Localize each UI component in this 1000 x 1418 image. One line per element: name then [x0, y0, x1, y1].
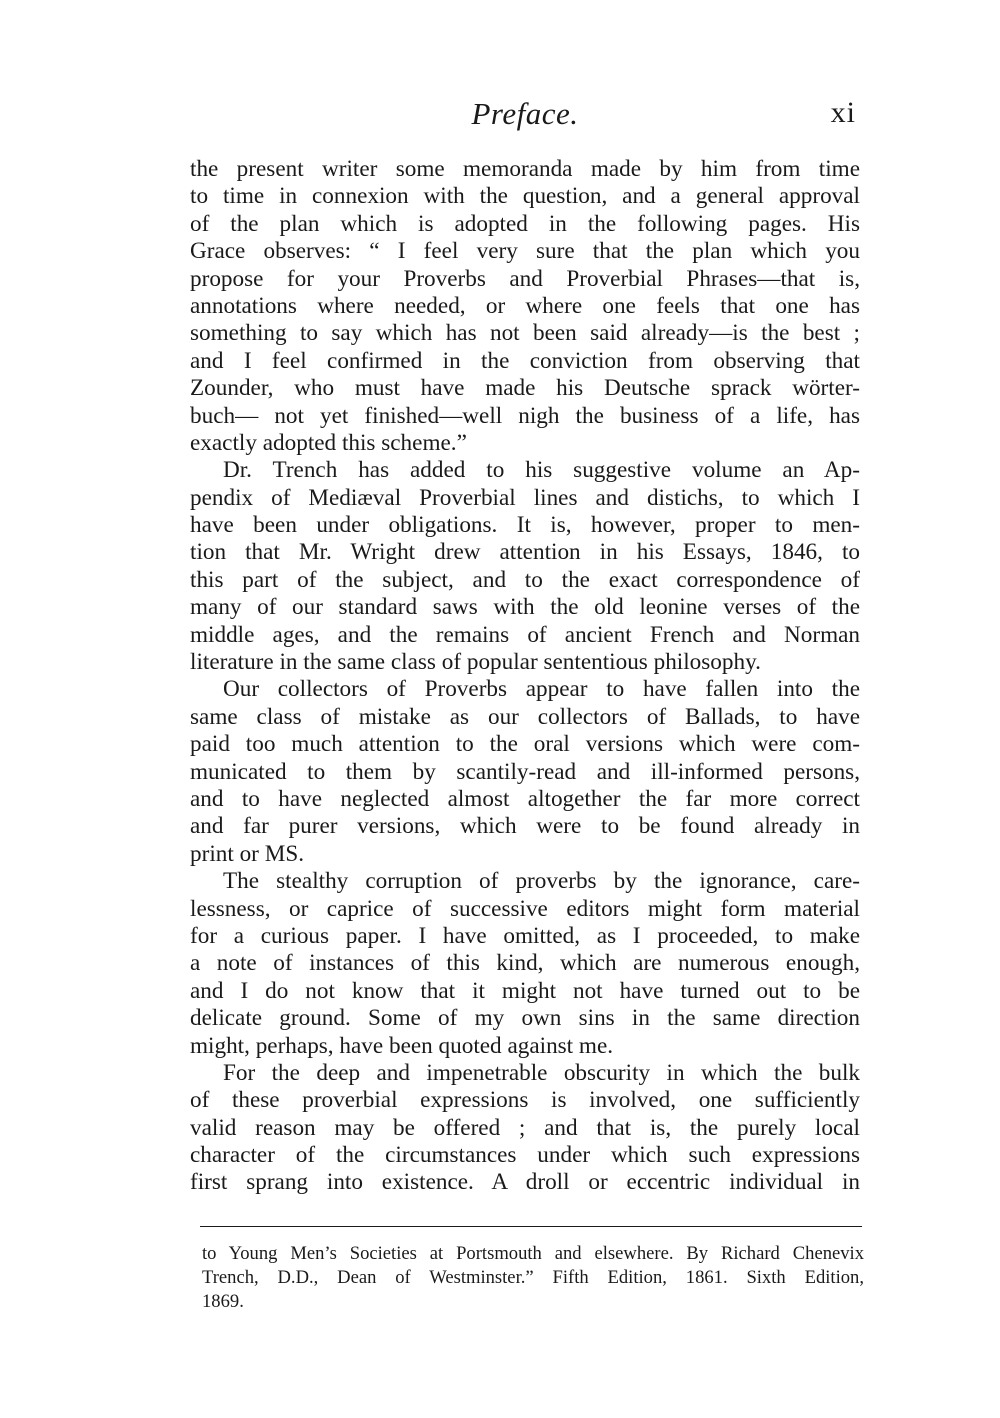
text-line: The stealthy corruption of proverbs by the ignorance, care-: [223, 868, 860, 895]
text-line: delicate ground. Some of my own sins in the same direction: [190, 1005, 860, 1032]
text-line: and far purer versions, which were to be found already in: [190, 813, 860, 840]
text-line: and to have neglected almost altogether the far more correct: [190, 785, 860, 812]
text-line: character of the circumstances under which such expressions: [190, 1142, 860, 1169]
text-line: a note of instances of this kind, which are numerous enough,: [190, 950, 860, 977]
text-line: and I do not know that it might not have turned out to be: [190, 977, 860, 1004]
text-line: Dr. Trench has added to his suggestive volume an Ap-: [223, 457, 860, 484]
text-line: lessness, or caprice of successive editors might form material: [190, 895, 860, 922]
text-line: might, perhaps, have been quoted against me.: [190, 1032, 614, 1059]
text-line: pendix of Mediæval Proverbial lines and distichs, to which I: [190, 484, 860, 511]
text-line: For the deep and impenetrable obscurity in which the bulk: [223, 1059, 860, 1086]
text-line: annotations where needed, or where one feels that one has: [190, 292, 860, 319]
text-line: Our collectors of Proverbs appear to have fallen into the: [223, 676, 860, 703]
text-line: the present writer some memoranda made by him from time: [190, 156, 860, 182]
text-line: same class of mistake as our collectors of Ballads, to have: [190, 703, 860, 730]
text-line: something to say which has not been said already—is the best ;: [190, 320, 860, 347]
text-line: paid too much attention to the oral versions which were com-: [190, 731, 860, 758]
text-line: middle ages, and the remains of ancient French and Norman: [190, 621, 860, 648]
running-title: Preface.: [471, 96, 579, 131]
text-line: for a curious paper. I have omitted, as I proceeded, to make: [190, 922, 860, 949]
page-number: xi: [830, 96, 856, 129]
footnote-line: Trench, D.D., Dean of Westminster.” Fifth Edition, 1861. Sixth Edition,: [202, 1267, 864, 1288]
text-line: Zounder, who must have made his Deutsche sprack wörter-: [190, 375, 860, 402]
text-line: exactly adopted this scheme.”: [190, 429, 467, 456]
footnote-line: to Young Men’s Societies at Portsmouth and elsewhere. By Richard Chenevix: [202, 1243, 864, 1264]
text-line: valid reason may be offered ; and that is, the purely local: [190, 1114, 860, 1141]
text-line: literature in the same class of popular sententious philosophy.: [190, 649, 761, 676]
text-line: have been under obligations. It is, however, proper to men-: [190, 512, 860, 539]
text-line: tion that Mr. Wright drew attention in his Essays, 1846, to: [190, 539, 860, 566]
text-line: this part of the subject, and to the exact correspondence of: [190, 566, 860, 593]
text-line: of these proverbial expressions is involved, one sufficiently: [190, 1087, 860, 1114]
text-line: first sprang into existence. A droll or eccentric individual in: [190, 1169, 860, 1196]
text-line: many of our standard saws with the old leonine verses of the: [190, 594, 860, 621]
footnote: [202, 1242, 864, 1314]
page-header: [190, 96, 860, 140]
text-line: to time in connexion with the question, and a general approval: [190, 183, 860, 210]
text-line: of the plan which is adopted in the following pages. His: [190, 210, 860, 237]
text-line: print or MS.: [190, 840, 305, 867]
text-line: propose for your Proverbs and Proverbial Phrases—that is,: [190, 265, 860, 292]
body-text: [190, 156, 860, 1197]
text-line: Grace observes: “ I feel very sure that the plan which you: [190, 238, 860, 265]
text-line: buch— not yet finished—well nigh the business of a life, has: [190, 402, 860, 429]
footnote-divider: [200, 1226, 862, 1227]
text-line: and I feel confirmed in the conviction from observing that: [190, 347, 860, 374]
footnote-line: 1869.: [202, 1291, 244, 1312]
text-line: municated to them by scantily-read and ill-informed persons,: [190, 758, 860, 785]
